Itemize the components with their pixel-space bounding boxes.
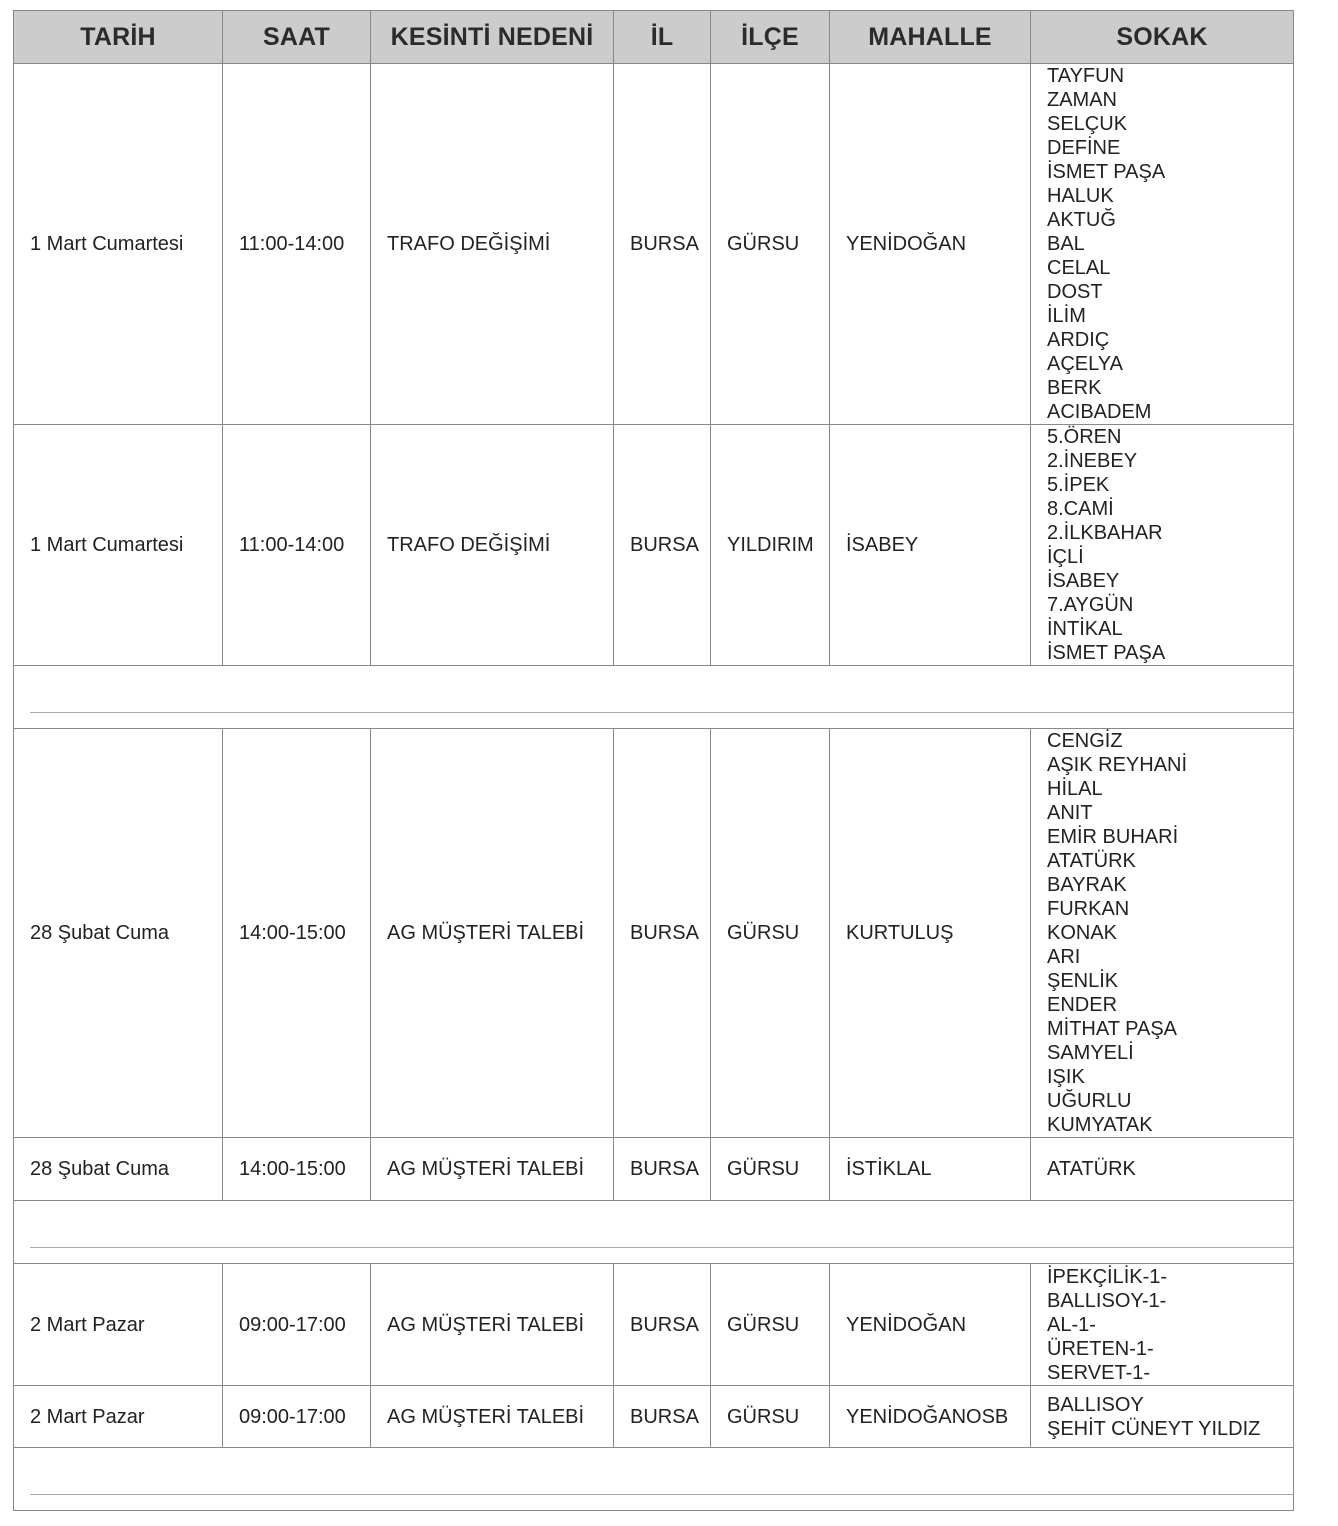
- cell-saat: 09:00-17:00: [223, 1386, 371, 1448]
- street-name: BALLISOY-1-: [1047, 1289, 1167, 1312]
- street-name: KONAK: [1047, 922, 1118, 944]
- separator-cell: [14, 1448, 1294, 1511]
- cell-tarih: 28 Şubat Cuma: [14, 1138, 223, 1201]
- street-name: ARDIÇ: [1047, 329, 1110, 351]
- table-row: [14, 1138, 1294, 1201]
- header-il: İL: [614, 11, 711, 64]
- header-ilce: İLÇE: [711, 11, 830, 64]
- street-name: CELAL: [1047, 257, 1111, 279]
- street-name: İSABEY: [1047, 570, 1120, 592]
- header-row: [14, 11, 1294, 64]
- outage-table: [13, 10, 1293, 1511]
- street-name: HİLAL: [1047, 778, 1103, 800]
- street-name: ANIT: [1047, 802, 1093, 824]
- cell-ilce: YILDIRIM: [711, 425, 830, 666]
- street-name: ARI: [1047, 946, 1081, 968]
- street-name: CENGİZ: [1047, 730, 1123, 752]
- table-row: [14, 64, 1294, 425]
- street-name: FURKAN: [1047, 898, 1130, 920]
- street-name: DEFİNE: [1047, 137, 1121, 159]
- cell-il: BURSA: [614, 729, 711, 1138]
- cell-kesinti-nedeni: AG MÜŞTERİ TALEBİ: [371, 1138, 614, 1201]
- cell-saat: 11:00-14:00: [223, 425, 371, 666]
- street-name: SELÇUK: [1047, 113, 1128, 135]
- street-name: ÜRETEN-1-: [1047, 1337, 1154, 1360]
- street-name: ŞEHİT CÜNEYT YILDIZ: [1047, 1417, 1261, 1440]
- street-name: KUMYATAK: [1047, 1114, 1153, 1136]
- street-name: 5.ÖREN: [1047, 426, 1122, 448]
- cell-il: BURSA: [614, 1386, 711, 1448]
- cell-kesinti-nedeni: AG MÜŞTERİ TALEBİ: [371, 1386, 614, 1448]
- street-name: EMİR BUHARİ: [1047, 826, 1179, 848]
- cell-ilce: GÜRSU: [711, 1264, 830, 1386]
- cell-il: BURSA: [614, 425, 711, 666]
- header-sokak: SOKAK: [1031, 11, 1294, 64]
- cell-sokak: [1031, 425, 1294, 666]
- cell-sokak: [1031, 729, 1294, 1138]
- cell-il: BURSA: [614, 1264, 711, 1386]
- cell-il: BURSA: [614, 1138, 711, 1201]
- street-name: MİTHAT PAŞA: [1047, 1018, 1178, 1040]
- street-name: ATATÜRK: [1047, 1158, 1136, 1180]
- power-outage-schedule-table: [13, 10, 1294, 1511]
- separator-line: [30, 1463, 1293, 1495]
- street-name: DOST: [1047, 281, 1103, 303]
- table-row: [14, 729, 1294, 1138]
- cell-saat: 14:00-15:00: [223, 729, 371, 1138]
- street-name: ŞENLİK: [1047, 970, 1119, 992]
- group-separator: [14, 1201, 1294, 1264]
- cell-mahalle: KURTULUŞ: [830, 729, 1031, 1138]
- street-name: İLİM: [1047, 305, 1086, 327]
- separator-line: [30, 1216, 1293, 1248]
- cell-saat: 14:00-15:00: [223, 1138, 371, 1201]
- cell-saat: 11:00-14:00: [223, 64, 371, 425]
- separator-cell: [14, 666, 1294, 729]
- cell-mahalle: YENİDOĞAN: [830, 64, 1031, 425]
- cell-tarih: 2 Mart Pazar: [14, 1386, 223, 1448]
- cell-tarih: 2 Mart Pazar: [14, 1264, 223, 1386]
- street-name: UĞURLU: [1047, 1090, 1132, 1112]
- street-name: 2.İLKBAHAR: [1047, 522, 1163, 544]
- street-name: SERVET-1-: [1047, 1361, 1150, 1384]
- cell-tarih: 1 Mart Cumartesi: [14, 425, 223, 666]
- street-name: ENDER: [1047, 994, 1118, 1016]
- street-name: 2.İNEBEY: [1047, 450, 1138, 472]
- street-name: BAYRAK: [1047, 874, 1127, 896]
- table-row: [14, 1386, 1294, 1448]
- street-name: ACIBADEM: [1047, 401, 1152, 423]
- cell-il: BURSA: [614, 64, 711, 425]
- street-name: İPEKÇİLİK-1-: [1047, 1265, 1168, 1288]
- cell-kesinti-nedeni: AG MÜŞTERİ TALEBİ: [371, 729, 614, 1138]
- street-name: 5.İPEK: [1047, 474, 1110, 496]
- street-name: 8.CAMİ: [1047, 498, 1114, 520]
- street-name: IŞIK: [1047, 1066, 1085, 1088]
- cell-mahalle: YENİDOĞANOSB: [830, 1386, 1031, 1448]
- cell-ilce: GÜRSU: [711, 1138, 830, 1201]
- street-name: ATATÜRK: [1047, 850, 1136, 872]
- cell-sokak: [1031, 64, 1294, 425]
- cell-tarih: 28 Şubat Cuma: [14, 729, 223, 1138]
- cell-kesinti-nedeni: AG MÜŞTERİ TALEBİ: [371, 1264, 614, 1386]
- street-name: AL-1-: [1047, 1313, 1096, 1336]
- cell-saat: 09:00-17:00: [223, 1264, 371, 1386]
- street-name: İNTİKAL: [1047, 618, 1123, 640]
- street-name: AÇELYA: [1047, 353, 1123, 375]
- table-row: [14, 425, 1294, 666]
- street-name: BERK: [1047, 377, 1102, 399]
- cell-ilce: GÜRSU: [711, 64, 830, 425]
- header-kesinti-nedeni: KESİNTİ NEDENİ: [371, 11, 614, 64]
- cell-sokak: [1031, 1264, 1294, 1386]
- street-name: HALUK: [1047, 185, 1114, 207]
- street-name: İÇLİ: [1047, 546, 1084, 568]
- street-name: 7.AYGÜN: [1047, 594, 1134, 616]
- cell-ilce: GÜRSU: [711, 729, 830, 1138]
- cell-sokak: [1031, 1138, 1294, 1201]
- separator-line: [30, 681, 1293, 713]
- header-saat: SAAT: [223, 11, 371, 64]
- header-tarih: TARİH: [14, 11, 223, 64]
- street-name: İSMET PAŞA: [1047, 642, 1166, 664]
- table-row: [14, 1264, 1294, 1386]
- table-body: [14, 64, 1294, 1511]
- separator-cell: [14, 1201, 1294, 1264]
- group-separator: [14, 666, 1294, 729]
- cell-tarih: 1 Mart Cumartesi: [14, 64, 223, 425]
- cell-ilce: GÜRSU: [711, 1386, 830, 1448]
- cell-kesinti-nedeni: TRAFO DEĞİŞİMİ: [371, 64, 614, 425]
- street-name: AKTUĞ: [1047, 209, 1116, 231]
- cell-mahalle: İSTİKLAL: [830, 1138, 1031, 1201]
- cell-mahalle: YENİDOĞAN: [830, 1264, 1031, 1386]
- street-name: ZAMAN: [1047, 89, 1117, 111]
- street-name: BAL: [1047, 233, 1085, 255]
- cell-kesinti-nedeni: TRAFO DEĞİŞİMİ: [371, 425, 614, 666]
- street-name: AŞIK REYHANİ: [1047, 754, 1188, 776]
- street-name: SAMYELİ: [1047, 1042, 1134, 1064]
- cell-sokak: [1031, 1386, 1294, 1448]
- cell-mahalle: İSABEY: [830, 425, 1031, 666]
- header-mahalle: MAHALLE: [830, 11, 1031, 64]
- street-name: BALLISOY: [1047, 1393, 1144, 1416]
- street-name: TAYFUN: [1047, 65, 1125, 87]
- street-name: İSMET PAŞA: [1047, 161, 1166, 183]
- group-separator: [14, 1448, 1294, 1511]
